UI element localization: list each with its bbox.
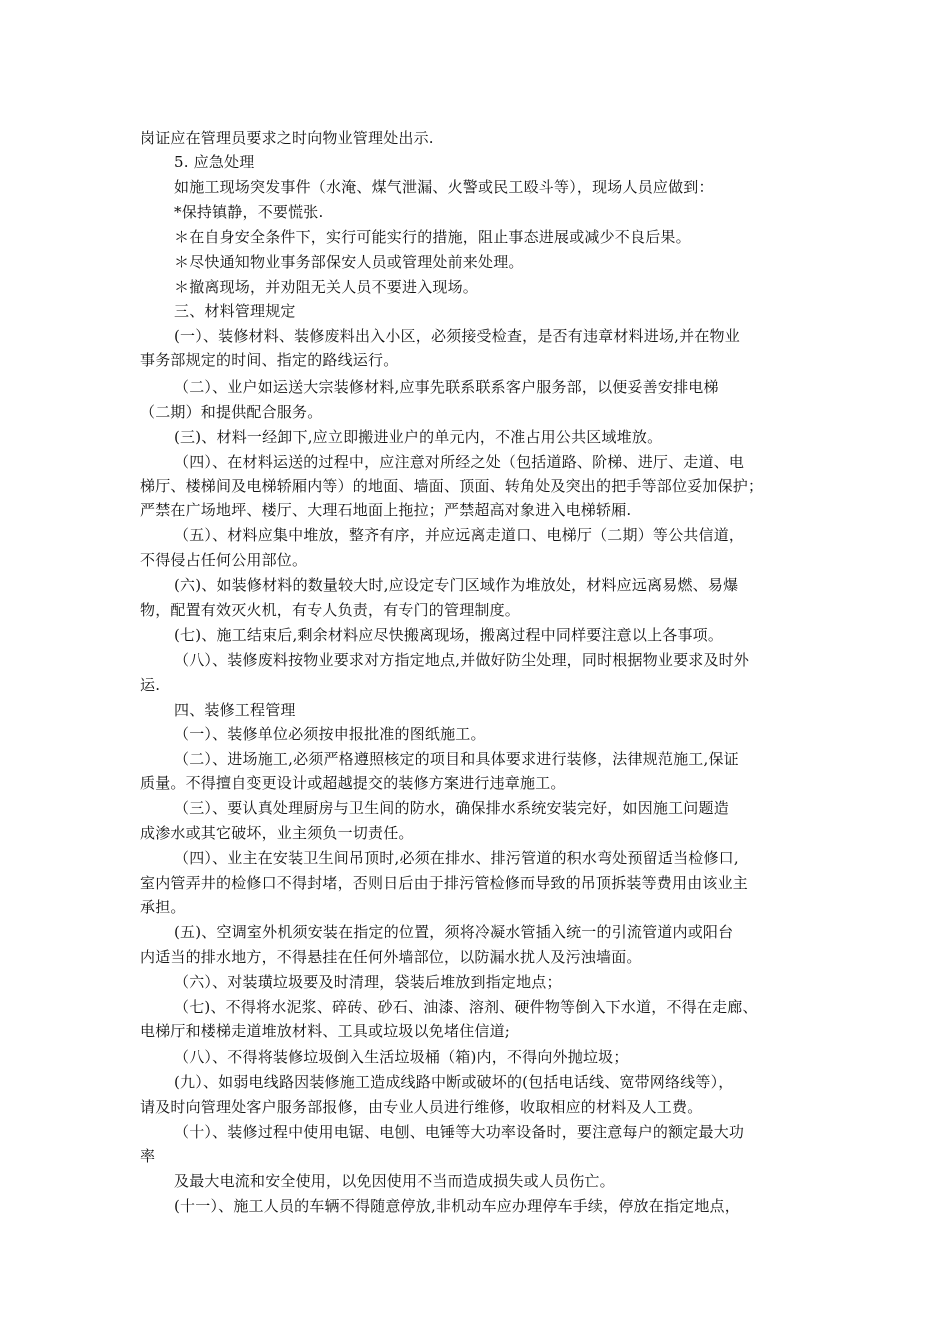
text-line: 请及时向管理处客户服务部报修，由专业人员进行维修，收取相应的材料及人工费。 (140, 1098, 703, 1116)
text-line: （五）、材料应集中堆放，整齐有序，并应远离走道口、电梯厅（二期）等公共信道， (174, 526, 745, 544)
text-line: 如施工现场突发事件（水淹、煤气泄漏、火警或民工殴斗等），现场人员应做到： (174, 178, 714, 196)
bullet-item: ＊撤离现场，并劝阻无关人员不要进入现场。 (174, 278, 479, 296)
text-line: 承担。 (140, 898, 186, 916)
bullet-item: ＊尽快通知物业事务部保安人员或管理处前来处理。 (174, 253, 524, 271)
text-line: (十一）、施工人员的车辆不得随意停放,非机动车应办理停车手续，停放在指定地点， (174, 1197, 740, 1215)
text-line: (九）、如弱电线路因装修施工造成线路中断或破坏的(包括电话线、宽带网络线等）， (174, 1073, 734, 1091)
text-line: 事务部规定的时间、指定的路线运行。 (140, 351, 399, 369)
text-line: (五)、空调室外机须安装在指定的位置，须将冷凝水管插入统一的引流管道内或阳台 (174, 923, 734, 941)
text-line: （八）、不得将装修垃圾倒入生活垃圾桶（箱)内，不得向外抛垃圾； (174, 1048, 629, 1066)
section-heading: 三、材料管理规定 (174, 302, 296, 320)
text-line: 岗证应在管理员要求之时向物业管理处出示. (140, 129, 434, 147)
text-line: （二）、业户如运送大宗装修材料,应事先联系联系客户服务部，以便妥善安排电梯 (174, 378, 719, 396)
section-heading: 5. 应急处理 (174, 153, 255, 171)
text-line: （三）、要认真处理厨房与卫生间的防水，确保排水系统安装完好，如因施工问题造 (174, 799, 729, 817)
text-line: （二）、进场施工,必须严格遵照核定的项目和具体要求进行装修，法律规范施工,保证 (174, 750, 739, 768)
text-line: (七)、施工结束后,剩余材料应尽快搬离现场，搬离过程中同样要注意以上各事项。 (174, 626, 724, 644)
text-line: 梯厅、楼梯间及电梯轿厢内等）的地面、墙面、顶面、转角处及突出的把手等部位妥加保护； (140, 477, 764, 495)
text-line: 率 (140, 1147, 156, 1165)
text-line: （六）、对装璜垃圾要及时清理，袋装后堆放到指定地点； (174, 973, 562, 991)
section-heading: 四、装修工程管理 (174, 701, 296, 719)
text-line: 物，配置有效灭火机，有专人负责，有专门的管理制度。 (140, 601, 521, 619)
text-line: （四）、业主在安装卫生间吊顶时,必须在排水、排污管道的积水弯处预留适当检修口, (174, 849, 739, 867)
text-line: 室内管弄井的检修口不得封堵，否则日后由于排污管检修而导致的吊顶拆装等费用由该业主 (140, 874, 749, 892)
text-line: （八）、装修废料按物业要求对方指定地点,并做好防尘处理，同时根据物业要求及时外 (174, 651, 750, 669)
text-line: （二期）和提供配合服务。 (140, 403, 323, 421)
bullet-item: *保持镇静，不要慌张. (174, 203, 324, 221)
text-line: （一）、装修单位必须按申报批准的图纸施工。 (174, 725, 486, 743)
text-line: (六)、如装修材料的数量较大时,应设定专门区域作为堆放处，材料应远离易燃、易爆 (174, 576, 739, 594)
text-line: （七)、不得将水泥浆、碎砖、砂石、油漆、溶剂、硬件物等倒入下水道，不得在走廊、 (174, 998, 758, 1016)
text-line: 运. (140, 676, 161, 694)
text-line: 不得侵占任何公用部位。 (140, 551, 308, 569)
text-line: 严禁在广场地坪、楼厅、大理石地面上拖拉；严禁超高对象进入电梯轿厢. (140, 501, 632, 519)
text-line: （四）、在材料运送的过程中，应注意对所经之处（包括道路、阶梯、进厅、走道、电 (174, 453, 745, 471)
text-line: 及最大电流和安全使用，以免因使用不当而造成损失或人员伤亡。 (174, 1172, 615, 1190)
text-line: （十）、装修过程中使用电锯、电刨、电锤等大功率设备时，要注意每户的额定最大功 (174, 1123, 745, 1141)
text-line: 质量。不得擅自变更设计或超越提交的装修方案进行违章施工。 (140, 774, 566, 792)
text-line: 成渗水或其它破坏，业主须负一切责任。 (140, 824, 414, 842)
text-line: (三)、材料一经卸下,应立即搬进业户的单元内，不准占用公共区域堆放。 (174, 428, 663, 446)
bullet-item: ＊在自身安全条件下，实行可能实行的措施，阻止事态进展或减少不良后果。 (174, 228, 691, 246)
text-line: 内适当的排水地方，不得悬挂在任何外墙部位，以防漏水扰人及污浊墙面。 (140, 948, 642, 966)
text-line: 电梯厅和楼梯走道堆放材料、工具或垃圾以免堵住信道; (140, 1022, 511, 1040)
text-line: (一）、装修材料、装修废料出入小区，必须接受检查，是否有违章材料进场,并在物业 (174, 327, 740, 345)
